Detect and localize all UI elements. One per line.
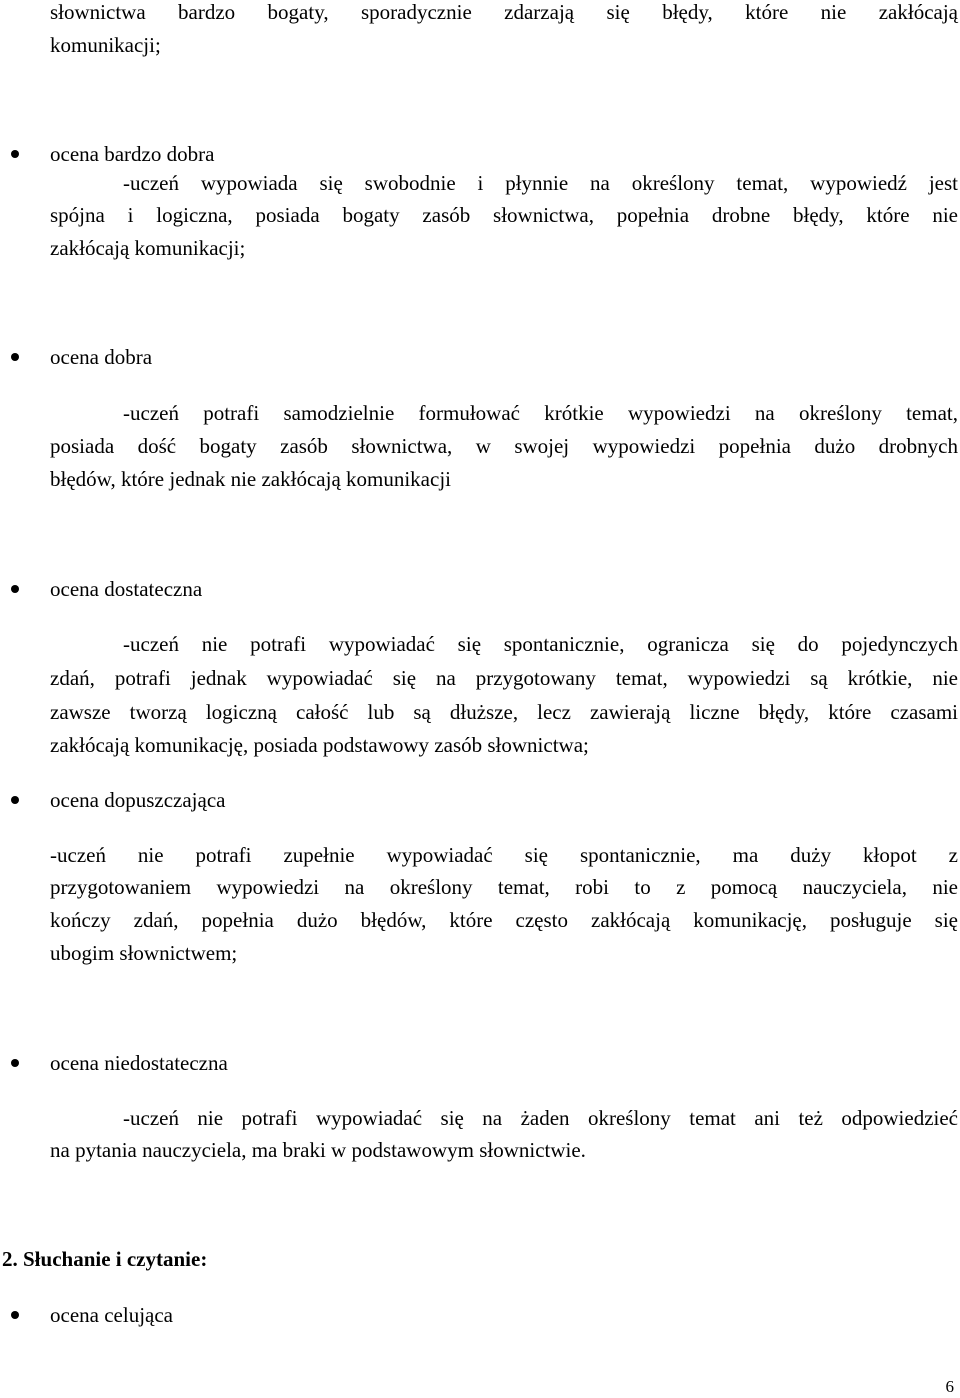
paragraph-line: -uczeń nie potrafi zupełnie wypowiadać się spontanicznie, ma duży kłopot z [50,843,958,867]
grade-label: ocena dopuszczająca [50,788,226,812]
grade-label: ocena dostateczna [50,577,203,601]
page-number: 6 [945,1377,954,1396]
paragraph-line: komunikacji; [50,33,161,57]
paragraph-line: ubogim słownictwem; [50,941,238,965]
paragraph-line: zakłócają komunikacji; [50,236,246,260]
paragraph-line: spójna i logiczna, posiada bogaty zasób słownictwa, popełnia drobne błędy, które nie [50,203,958,227]
bullet-icon [11,353,19,361]
grade-label: ocena dobra [50,345,153,369]
paragraph-line: posiada dość bogaty zasób słownictwa, w swojej wypowiedzi popełnia dużo drobnych [50,434,958,458]
bullet-icon [11,585,19,593]
paragraph-line: przygotowaniem wypowiedzi na określony temat, robi to z pomocą nauczyciela, nie [50,875,958,899]
bullet-icon [11,796,19,804]
paragraph-line: -uczeń nie potrafi wypowiadać się na żaden określony temat ani też odpowiedzieć [123,1106,958,1130]
bullet-icon [11,1059,19,1067]
paragraph-line: kończy zdań, popełnia dużo błędów, które często zakłócają komunikację, posługuje się [50,908,958,932]
paragraph-line: zawsze tworzą logiczną całość lub są dłuższe, lecz zawierają liczne błędy, które czasami [50,700,958,724]
paragraph-line: zakłócają komunikację, posiada podstawowy zasób słownictwa; [50,733,589,757]
paragraph-line: na pytania nauczyciela, ma braki w podstawowym słownictwie. [50,1138,586,1162]
grade-label: ocena celująca [50,1303,173,1327]
grade-label: ocena bardzo dobra [50,142,215,166]
paragraph-line: -uczeń nie potrafi wypowiadać się spontanicznie, ogranicza się do pojedynczych [123,632,958,656]
paragraph-line: -uczeń potrafi samodzielnie formułować krótkie wypowiedzi na określony temat, [123,401,958,425]
bullet-icon [11,150,19,158]
paragraph-line: błędów, które jednak nie zakłócają komunikacji [50,467,451,491]
paragraph-line: zdań, potrafi jednak wypowiadać się na przygotowany temat, wypowiedzi są krótkie, nie [50,666,958,690]
bullet-icon [11,1311,19,1319]
section-heading: 2. Słuchanie i czytanie: [2,1247,208,1271]
grade-label: ocena niedostateczna [50,1051,228,1075]
paragraph-line: -uczeń wypowiada się swobodnie i płynnie na określony temat, wypowiedź jest [123,171,958,195]
paragraph-line: słownictwa bardzo bogaty, sporadycznie zdarzają się błędy, które nie zakłócają [50,0,958,24]
